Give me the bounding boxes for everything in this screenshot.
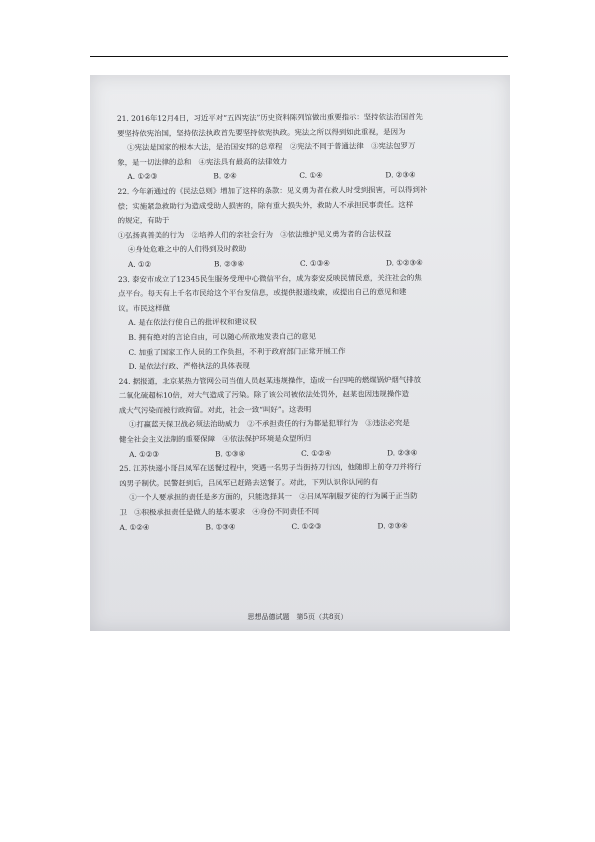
answer-options (117, 168, 497, 185)
question-line: 健全社会主义法制的重要保障 ④依法保护环境是众望所归 (118, 433, 312, 445)
option-a: A. 是在依法行使自己的批评权和建议权 (128, 317, 257, 328)
question-line: ①打赢蓝天保卫战必须法治助威力 ②不承担责任的行为都是犯罪行为 ③违法必究是 (128, 418, 410, 430)
question-line: 23. 泰安市成立了12345民生服务受理中心微信平台，成为泰安反映民情民意，关注社会的焦 (117, 272, 422, 284)
question-line: ①宪法是国家的根本大法，是治国安邦的总章程 ②宪法不同于普通法律 ③宪法包罗万 (127, 141, 416, 153)
option-d: D. ②③④ (377, 520, 408, 531)
option-d: D. 是依法行政、严格执法的具体表现 (128, 361, 250, 372)
option-b: B. ②④ (213, 171, 237, 181)
question-line: 点平台。每天有上千名市民给这个平台发信息，或提供报道线索，或提出自己的意见和建 (118, 287, 407, 299)
question-line: ①一个人要承担的责任是多方面的，只能选择其一 ②吕凤军制服歹徒的行为属于正当防 (129, 491, 418, 503)
answer-options (119, 445, 499, 462)
question-line: 凶男子制伏。民警赶到后，吕凤军已赶路去送餐了。对此，下列认识你认同的有 (119, 477, 378, 488)
header-rule (90, 56, 508, 57)
question-line: 偿；实施紧急救助行为造成受助人损害的，除有重大损失外，救助人不承担民事责任。这样 (117, 199, 414, 211)
answer-options (118, 256, 498, 273)
option-a: A. ①②④ (119, 522, 150, 532)
question-line: 21. 2016年12月4日，习近平对“五四宪法”历史资料陈列馆做出重要指示：坚持依法治国首先 (117, 112, 423, 123)
question-25 (119, 460, 499, 535)
question-line: 要坚持依宪治国，坚持依法执政首先要坚持依宪执政。宪法之所以得到如此重视，是因为 (117, 126, 406, 138)
question-line: 卫 ③积极承担责任是做人的基本要求 ④身份不同责任不同 (119, 506, 320, 518)
option-a: A. ①②③ (127, 172, 158, 182)
option-a: A. ①②③ (129, 449, 160, 459)
option-c: C. ①④ (299, 171, 323, 181)
question-line: 25. 江苏快递小哥吕凤军在送餐过程中，突遇一名男子当街持刀行凶，他随即上前夺刀并将行 (119, 462, 422, 474)
option-c: C. ①③④ (299, 258, 330, 268)
option-c: C. ①②④ (301, 448, 332, 458)
option-d: D. ①②③④ (385, 258, 423, 268)
option-b: B. 拥有绝对的言论自由，可以随心所欲地发表自己的意见 (128, 331, 316, 342)
option-b: B. ②③④ (213, 259, 244, 269)
question-list (117, 110, 500, 536)
question-line: 议。市民这样做 (118, 303, 170, 313)
question-line: ①弘扬真善美的行为 ②培养人们的亲社会行为 ③依法维护见义勇为者的合法权益 (117, 229, 392, 240)
question-22 (117, 183, 498, 273)
option-c: C. 加重了国家工作人员的工作负担，不利于政府部门正常开展工作 (128, 346, 346, 357)
question-line: 二氧化硫超标10倍，对大气造成了污染。除了该公司被依法处罚外，赵某也因违规操作造 (118, 389, 410, 401)
option-d: D. ②③④ (387, 447, 418, 458)
option-a: A. ①② (127, 259, 152, 269)
question-line: 象，是一切法律的总和 ④宪法具有最高的法律效力 (117, 156, 288, 167)
option-b: B. ①③④ (205, 521, 236, 532)
page-footer: 思想品德试题 第5页（共8页） (247, 613, 348, 621)
question-line: ④身处危难之中的人们得到及时救助 (127, 244, 247, 255)
question-line: 成大气污染而被行政拘留。对此，社会一致“叫好”。这表明 (118, 404, 312, 415)
question-24 (119, 372, 500, 462)
option-d: D. ②③④ (385, 170, 416, 180)
question-line: 22. 今年新通过的《民法总则》增加了这样的条款：见义勇为者在救人时受到损害，可以得到补 (117, 185, 428, 196)
question-line: 的规定，有助于 (117, 215, 170, 226)
option-b: B. ①③④ (215, 448, 246, 459)
answer-options (119, 518, 499, 535)
question-21 (117, 110, 497, 185)
question-23 (118, 270, 499, 374)
option-c: C. ①②③ (291, 521, 322, 531)
question-line: 24. 据报道，北京某热力管网公司当值人员赵某违规操作，造成一台四吨的燃煤锅炉烟气排放 (118, 374, 422, 386)
